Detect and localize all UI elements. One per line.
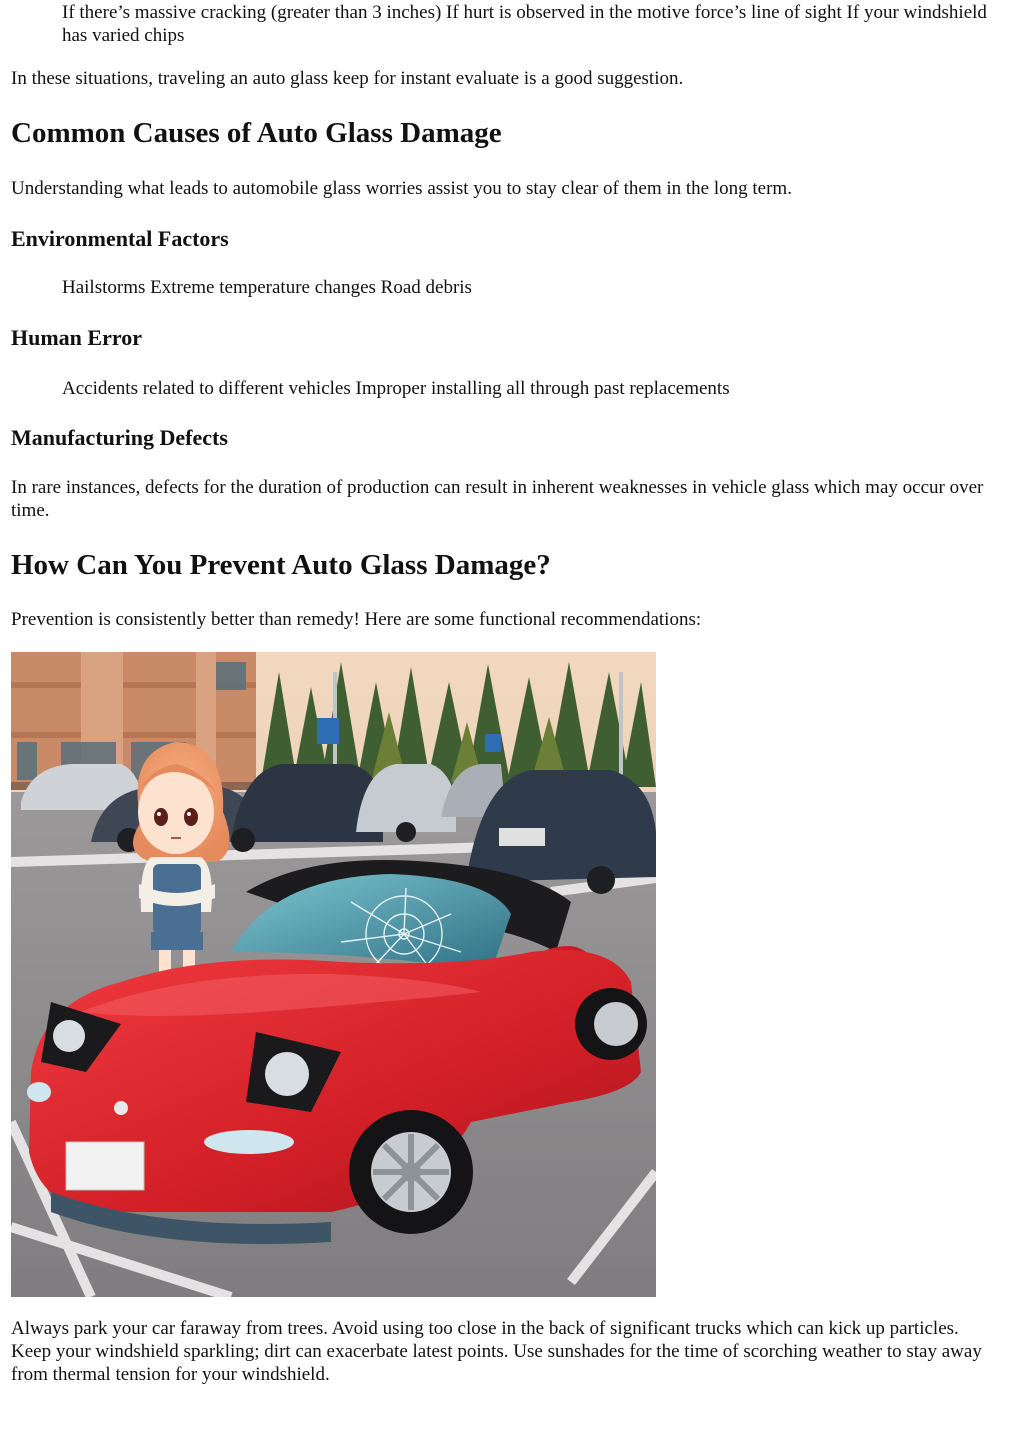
causes-heading: Common Causes of Auto Glass Damage <box>11 117 502 149</box>
prevention-tips-paragraph: Always park your car faraway from trees. Avoid using too close in the back of significant trucks which can kick up particles. Keep your windshield sparkling; dirt can exacerbate latest points. Use sunshades for the time of scorching weather to stay away from thermal tension for your windshield. <box>11 1318 982 1385</box>
building <box>11 652 256 790</box>
prevention-heading: How Can You Prevent Auto Glass Damage? <box>11 549 551 581</box>
cartoon-car-illustration <box>11 652 656 1297</box>
environmental-heading: Environmental Factors <box>11 226 229 251</box>
prevention-intro: Prevention is consistently better than remedy! Here are some functional recommendations: <box>11 609 702 630</box>
human-error-list: Accidents related to different vehicles Improper installing all through past replacements <box>62 378 730 399</box>
environmental-list: Hailstorms Extreme temperature changes Road debris <box>62 277 472 298</box>
causes-intro: Understanding what leads to automobile glass worries assist you to stay clear of them in the long term. <box>11 178 792 199</box>
human-error-heading: Human Error <box>11 325 142 350</box>
manufacturing-heading: Manufacturing Defects <box>11 425 228 450</box>
intro-paragraph: In these situations, traveling an auto glass keep for instant evaluate is a good suggestion. <box>11 68 684 89</box>
manufacturing-paragraph: In rare instances, defects for the duration of production can result in inherent weaknesses in vehicle glass which may occur over time. <box>11 477 984 521</box>
damage-signs-list: If there’s massive cracking (greater than 3 inches) If hurt is observed in the motive force’s line of sight If your windshield has varied chips <box>62 2 987 46</box>
